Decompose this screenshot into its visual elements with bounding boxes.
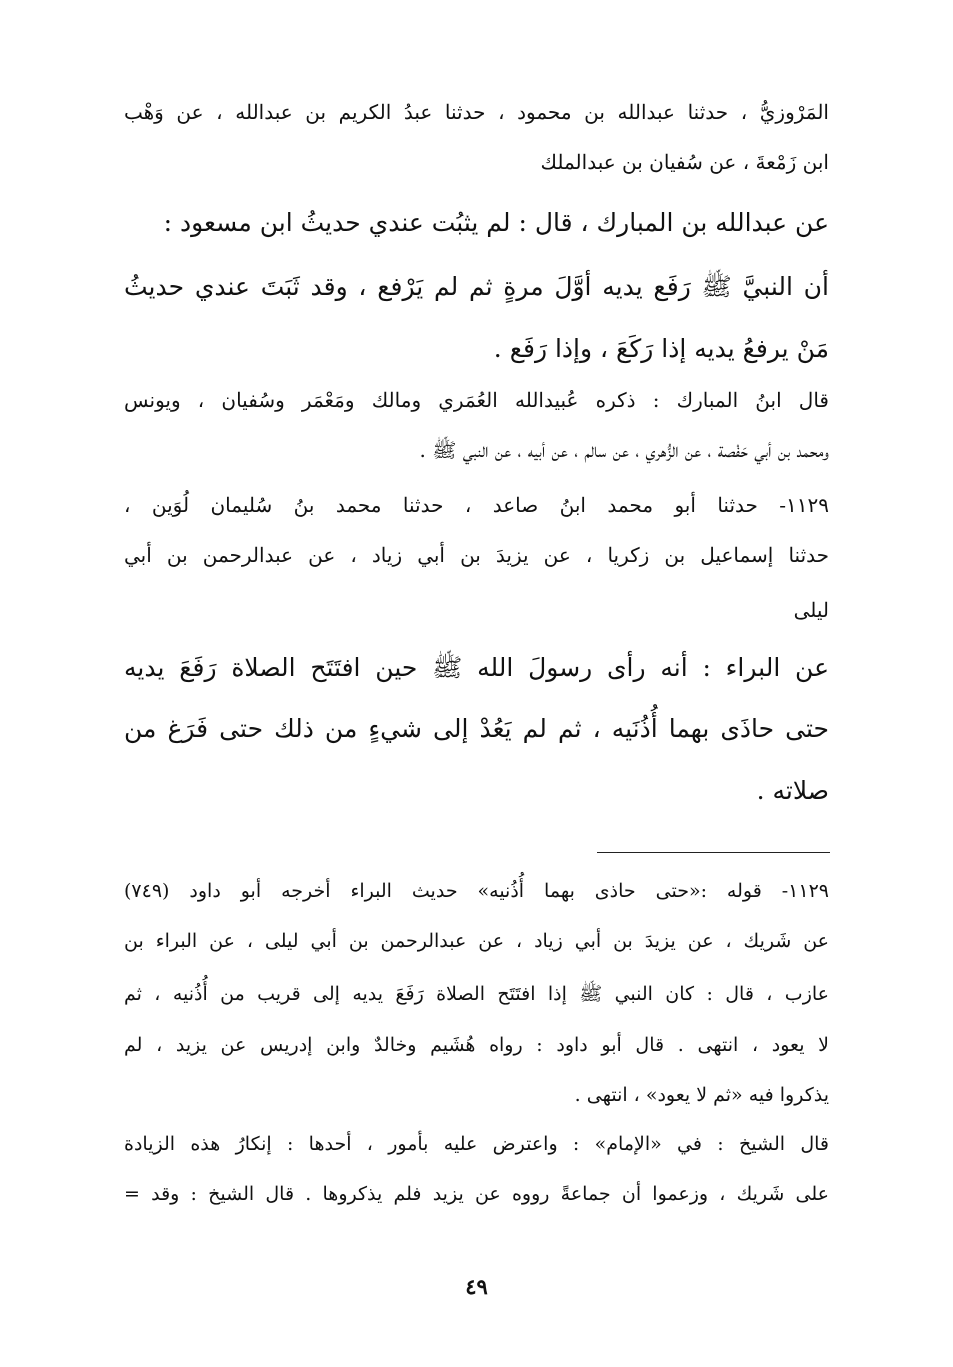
- footnote-line: يذكروا فيه «ثم لا يعود» ، انتهى .: [574, 1084, 829, 1106]
- footnote-line: ١١٢٩- قوله :«حتى حاذى بهما أُذُنيه» حديث البراء أخرجه أبو داود (٧٤٩): [124, 880, 829, 902]
- text-line: عن عبدالله بن المبارك ، قال : لم يثبُت عندي حديثُ ابن مسعود :: [163, 208, 829, 237]
- footnote-line: على شَريك ، وزعموا أن جماعةً رووه عن يزيد فلم يذكروها . قال الشيخ : وقد =: [124, 1183, 829, 1205]
- footnote-line: لا يعود ، انتهى . قال أبو داود : رواه هُشَيم وخالدٌ وابن إدريس عن يزيد ، لم: [124, 1034, 829, 1056]
- text-line: حتى حاذَى بهما أُذُنَيه ، ثم لم يَعُدْ إلى شيءٍ من ذلك حتى فَرَغ من: [124, 714, 829, 743]
- text-line: عن البراء : أنه رأى رسولَ الله ﷺ حين افتَتَح الصلاة رَفَعَ يديه: [124, 653, 829, 682]
- text-line: ١١٢٩- حدثنا أبو محمد ابنُ صاعد ، حدثنا محمد بنُ سُليمان لُوَين ،: [124, 493, 829, 517]
- text-line: ومحمد بن أبي حَفْصة ، عن الزُّهري ، عن سالم ، عن أبيه ، عن النبي ﷺ .: [419, 438, 829, 462]
- footnote-line: عازب ، قال : كان النبي ﷺ إذا افتَتَح الصلاة رَفَعَ يديه إلى قريب من أُذُنيه ، ثم: [124, 983, 829, 1005]
- text-line: صلاته .: [756, 776, 829, 805]
- text-line: مَنْ يرفعُ يديه إذا رَكَعَ ، وإذا رَفَع .: [493, 334, 829, 363]
- text-line: أن النبيَّ ﷺ رَفَع يديه أوَّلَ مرةٍ ثم لم يَرْفع ، وقد ثَبَتَ عندي حديثُ: [124, 272, 829, 301]
- text-line: ابن زَمْعةَ ، عن سُفيان بن عبدالملك: [540, 150, 829, 174]
- footnote-divider: [597, 852, 830, 853]
- footnote-line: عن شَريك ، عن يزيدَ بن أبي زياد ، عن عبدالرحمن بن أبي ليلى ، عن البراء بن: [124, 930, 829, 952]
- text-line: حدثنا إسماعيل بن زكريا ، عن يزيدَ بن أبي زياد ، عن عبدالرحمن بن أبي: [124, 543, 829, 567]
- text-line: قال ابنُ المبارك : ذكره عُبيدالله العُمَري ومالك ومَعْمَر وسُفيان ، ويونس: [124, 388, 829, 412]
- text-line: المَرْوزيُّ ، حدثنا عبدالله بن محمود ، حدثنا عبدُ الكريم بن عبدالله ، عن وَهْب: [124, 100, 829, 124]
- text-line: ليلى: [793, 598, 829, 622]
- footnote-line: قال الشيخ : في «الإمام» : واعترض عليه بأمور ، أحدها : إنكارُ هذه الزيادة: [124, 1133, 829, 1155]
- page-number: ٤٩: [465, 1274, 488, 1299]
